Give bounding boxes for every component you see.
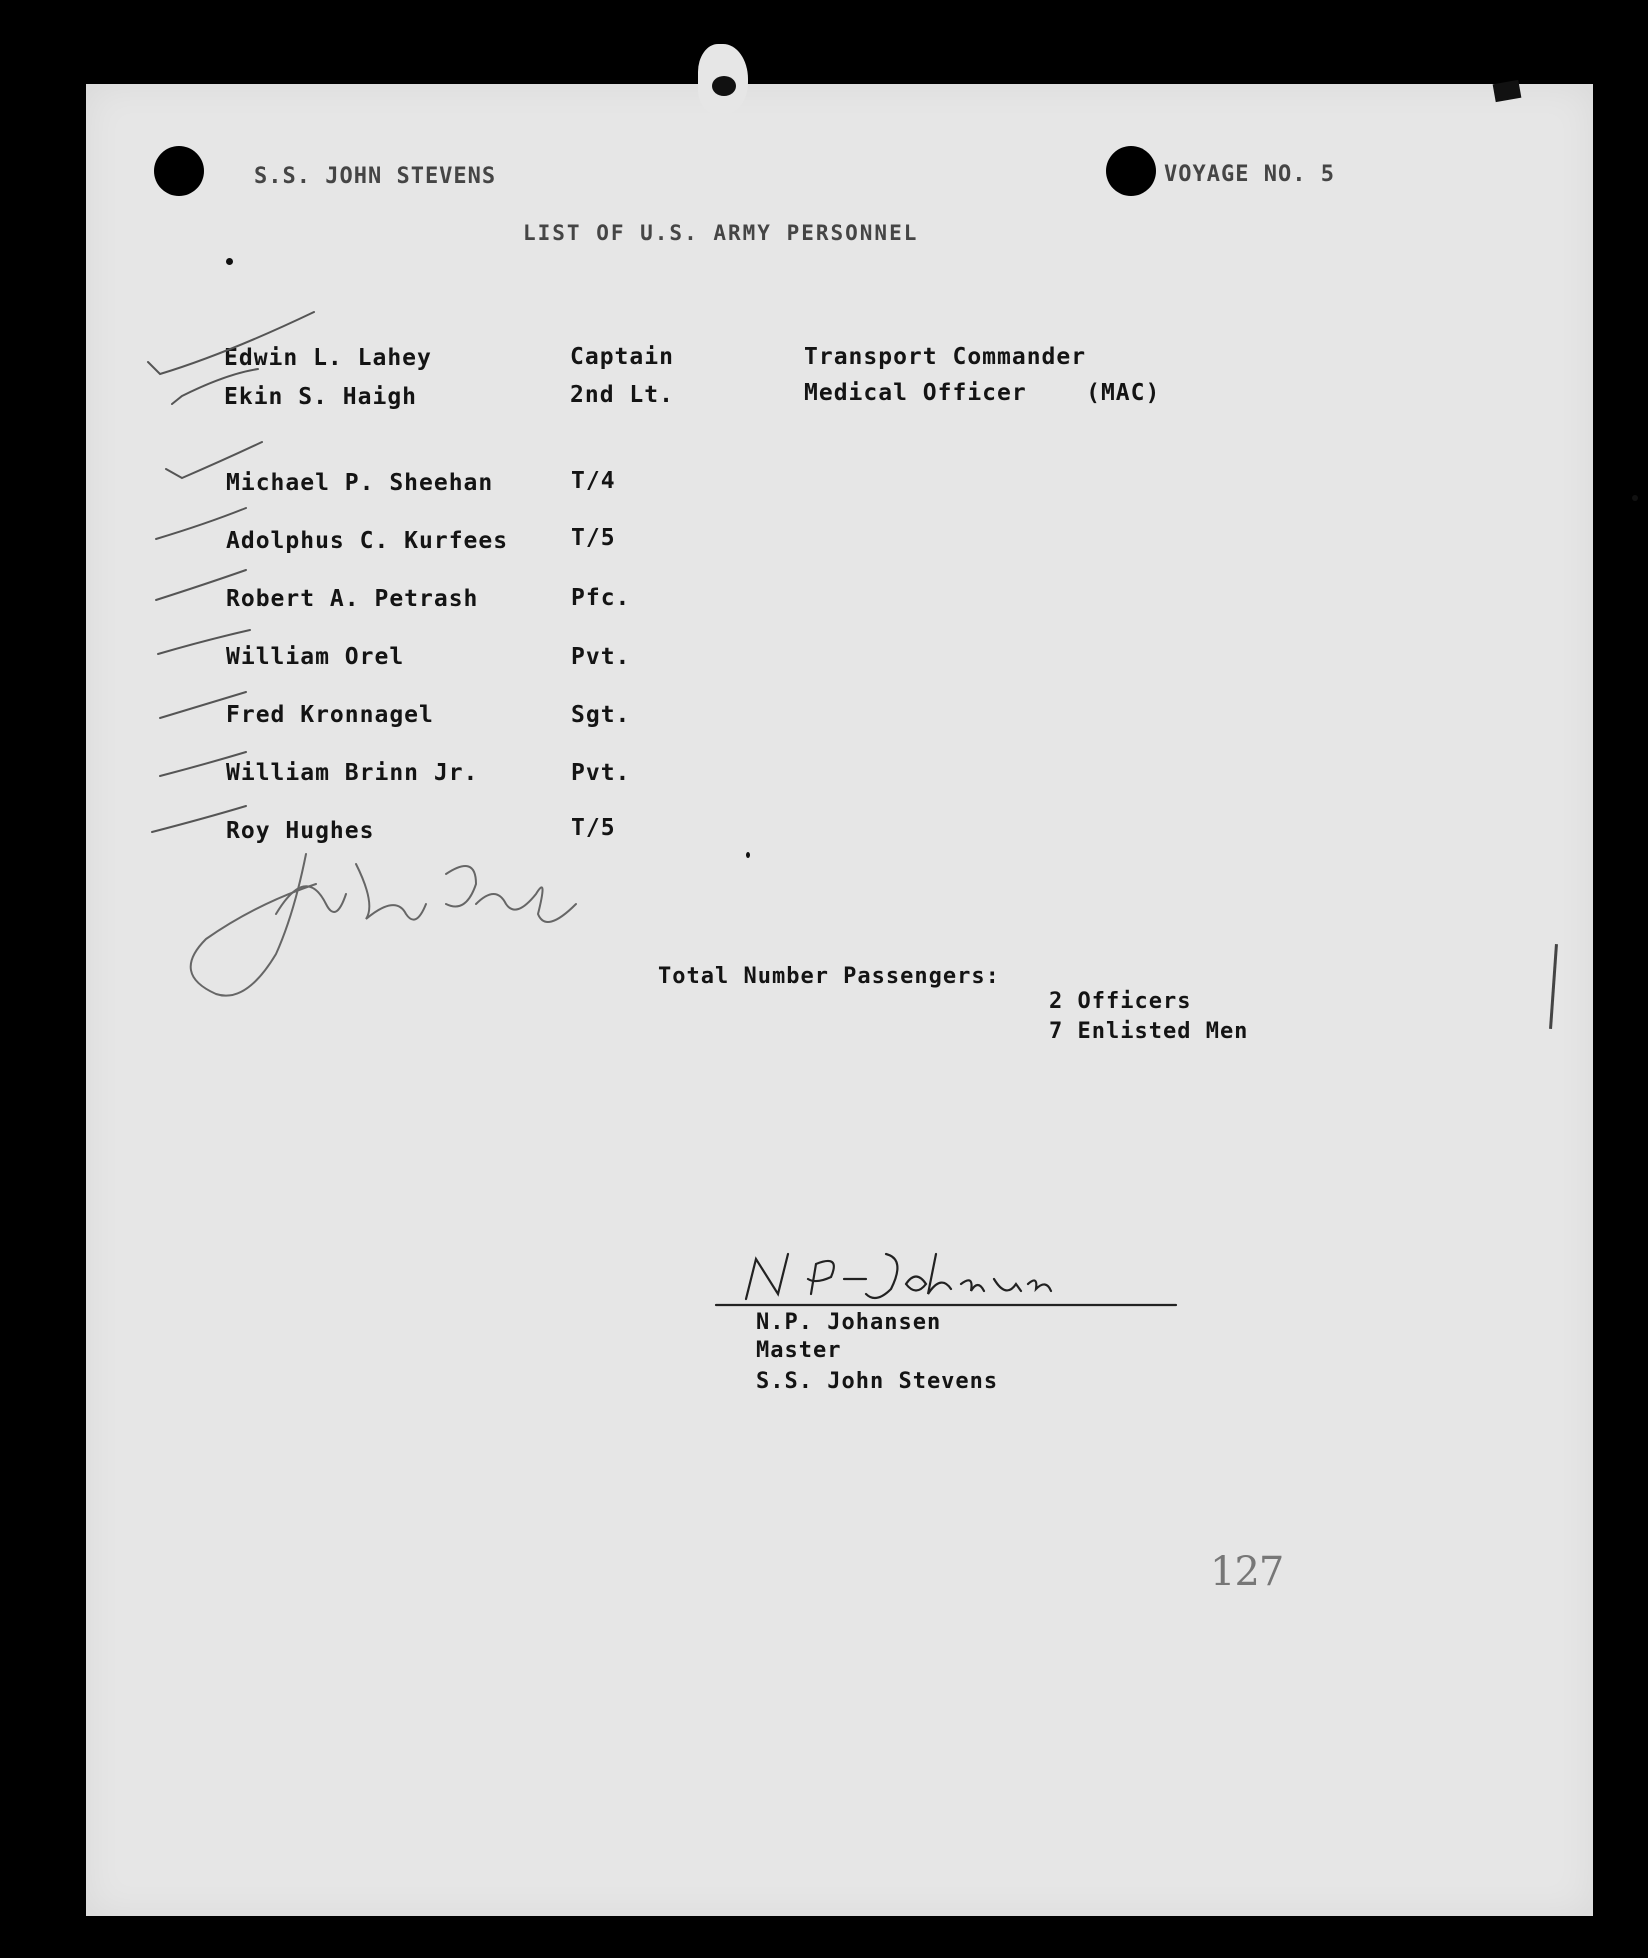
dust-speck bbox=[1632, 495, 1638, 501]
enlisted-rank: T/4 bbox=[571, 468, 616, 494]
officer-rank: 2nd Lt. bbox=[570, 382, 674, 408]
master-signature bbox=[716, 1239, 1186, 1319]
handwritten-initials-signature bbox=[176, 844, 596, 1004]
enlisted-name: Robert A. Petrash bbox=[226, 586, 479, 612]
enlisted-rank: Pfc. bbox=[571, 585, 631, 611]
officer-name: Ekin S. Haigh bbox=[224, 384, 418, 410]
enlisted-name: Adolphus C. Kurfees bbox=[226, 528, 509, 554]
document-title: LIST OF U.S. ARMY PERSONNEL bbox=[523, 221, 919, 245]
enlisted-rank: T/5 bbox=[571, 815, 616, 841]
enlisted-rank: Pvt. bbox=[571, 760, 631, 786]
enlisted-name: Fred Kronnagel bbox=[226, 702, 434, 728]
ink-speck bbox=[746, 852, 750, 858]
voyage-number: VOYAGE NO. 5 bbox=[1164, 162, 1335, 187]
document-page bbox=[86, 84, 1593, 1916]
enlisted-rank: Sgt. bbox=[571, 702, 631, 728]
signer-title: Master bbox=[756, 1338, 842, 1363]
ship-header: S.S. JOHN STEVENS bbox=[254, 164, 497, 189]
total-passengers-label: Total Number Passengers: bbox=[658, 964, 1000, 989]
enlisted-name: Michael P. Sheehan bbox=[226, 470, 494, 496]
total-officers: 2 Officers bbox=[1049, 989, 1192, 1014]
check-mark-icon bbox=[86, 84, 1593, 884]
enlisted-rank: T/5 bbox=[571, 525, 616, 551]
enlisted-rank: Pvt. bbox=[571, 644, 631, 670]
officer-rank: Captain bbox=[570, 344, 674, 370]
ink-speck bbox=[226, 258, 233, 265]
enlisted-name: Roy Hughes bbox=[226, 818, 375, 844]
enlisted-name: William Orel bbox=[226, 644, 405, 670]
enlisted-name: William Brinn Jr. bbox=[226, 760, 479, 786]
signer-name: N.P. Johansen bbox=[756, 1310, 942, 1335]
officer-role: Transport Commander bbox=[804, 344, 1087, 370]
signer-ship: S.S. John Stevens bbox=[756, 1369, 999, 1394]
page-number: 127 bbox=[1210, 1549, 1284, 1595]
ink-stroke bbox=[1549, 944, 1558, 1029]
officer-role: Medical Officer (MAC) bbox=[804, 380, 1161, 406]
total-enlisted: 7 Enlisted Men bbox=[1049, 1019, 1249, 1044]
officer-name: Edwin L. Lahey bbox=[224, 345, 432, 371]
